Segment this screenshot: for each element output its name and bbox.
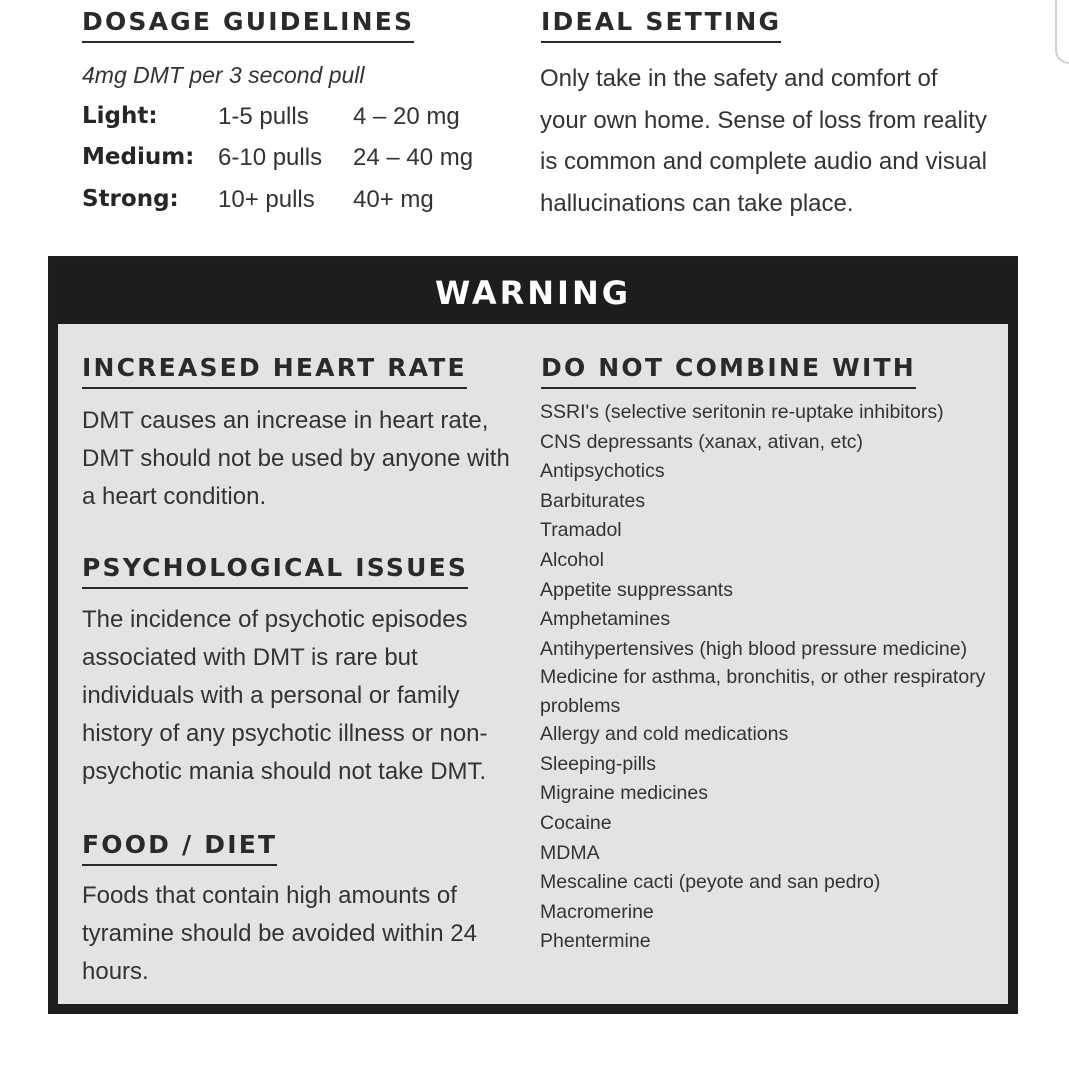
list-item: Tramadol — [540, 519, 622, 542]
food-diet-text: Foods that contain high amounts of tyramine should be avoided within 24 hours. — [82, 882, 477, 985]
psychological-issues-heading: PSYCHOLOGICAL ISSUES — [82, 552, 468, 589]
ideal-setting-heading: IDEAL SETTING — [541, 6, 781, 43]
list-item: Mescaline cacti (peyote and san pedro) — [540, 871, 881, 894]
dosage-mg: 24 – 40 mg — [353, 144, 474, 171]
list-item: CNS depressants (xanax, ativan, etc) — [540, 430, 863, 453]
dosage-guidelines-heading: DOSAGE GUIDELINES — [82, 6, 414, 43]
dosage-pulls: 1-5 pulls — [218, 103, 309, 130]
list-item: Barbiturates — [540, 489, 646, 512]
dosage-level: Light: — [82, 103, 158, 129]
list-item: SSRI's (selective seritonin re-uptake inhibitors) — [540, 401, 944, 423]
dosage-level: Strong: — [82, 186, 179, 212]
list-item: Cocaine — [540, 812, 612, 835]
list-item: MDMA — [540, 841, 600, 864]
ideal-setting-text: Only take in the safety and comfort of your own home. Sense of loss from reality is common and complete audio and visual hallucinations can take place. — [540, 65, 987, 217]
dosage-pulls: 10+ pulls — [218, 186, 315, 213]
list-item: Alcohol — [540, 548, 604, 571]
scrollbar-thumb[interactable] — [1055, 0, 1069, 64]
list-item: Antihypertensives (high blood pressure medicine) — [540, 637, 968, 660]
heart-rate-heading: INCREASED HEART RATE — [82, 352, 467, 389]
dosage-level: Medium: — [82, 144, 195, 170]
do-not-combine-heading: DO NOT COMBINE WITH — [541, 352, 916, 389]
list-item: Allergy and cold medications — [540, 723, 789, 746]
dosage-mg: 40+ mg — [353, 186, 434, 213]
list-item: Medicine for asthma, bronchitis, or other respiratory problems — [540, 666, 986, 717]
food-diet-heading: FOOD / DIET — [82, 829, 277, 866]
list-item: Amphetamines — [540, 608, 671, 631]
heart-rate-text: DMT causes an increase in heart rate, DMT should not be used by anyone with a heart condition. — [82, 407, 510, 510]
warning-title: WARNING — [50, 258, 1016, 324]
list-item: Sleeping-pills — [540, 752, 656, 775]
list-item: Appetite suppressants — [540, 578, 733, 601]
list-item: Migraine medicines — [540, 782, 708, 805]
dosage-subtitle: 4mg DMT per 3 second pull — [82, 62, 365, 88]
list-item: Antipsychotics — [540, 460, 665, 483]
psychological-issues-text: The incidence of psychotic episodes associated with DMT is rare but individuals with a personal or family history of any psychotic illness or non-psychotic mania should not take DMT. — [82, 606, 488, 785]
list-item: Phentermine — [540, 930, 651, 953]
do-not-combine-list — [540, 398, 1000, 957]
dosage-mg: 4 – 20 mg — [353, 103, 460, 130]
list-item: Macromerine — [540, 900, 654, 923]
dosage-pulls: 6-10 pulls — [218, 144, 323, 171]
